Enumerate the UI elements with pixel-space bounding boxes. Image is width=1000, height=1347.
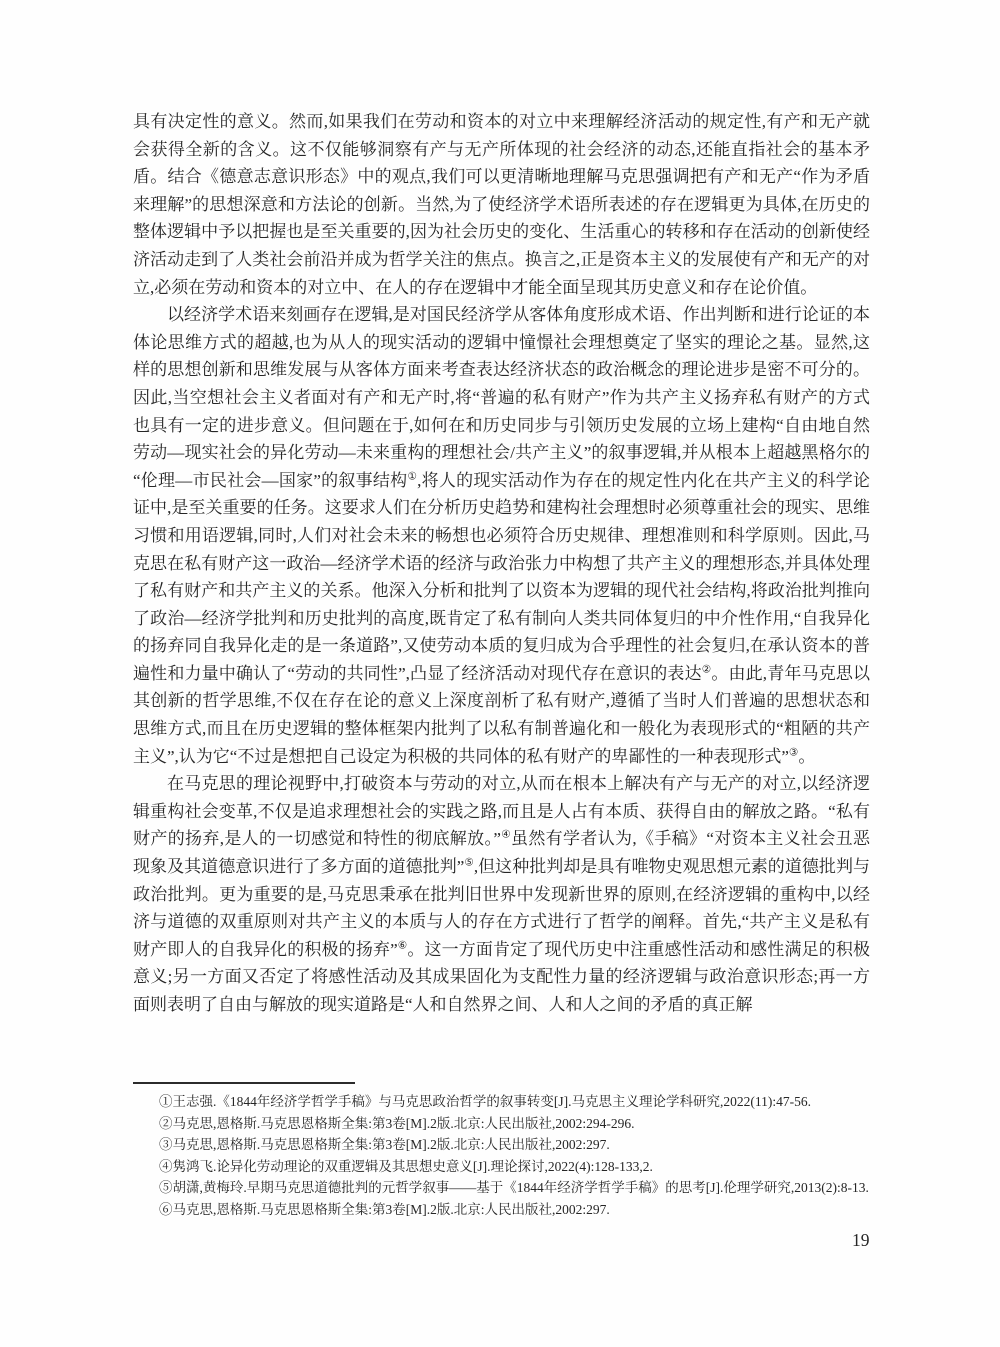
- text-run: 以经济学术语来刻画存在逻辑,是对国民经济学从客体角度形成术语、作出判断和进行论证的本体论思维方式的超越,也为从人的现实活动的逻辑中憧憬社会理想奠定了坚实的理论之基。显然,这样的思想创新和思维发展与从客体方面来考查表达经济状态的政治概念的理论进步是密不可分的。因此,当空想社会主义者面对有产和无产时,将“普遍的私有财产”作为共产主义扬弃私有财产的方式也具有一定的进步意义。但问题在于,如何在和历史同步与引领历史发展的立场上建构“自由地自然劳动—现实社会的异化劳动—未来重构的理想社会/共产主义”的叙事逻辑,并从根本上超越黑格尔的“伦理—市民社会—国家”的叙事结构: [133, 305, 870, 490]
- paragraph-3: [133, 770, 870, 1018]
- text-run: 在马克思的理论视野中,打破资本与劳动的对立,从而在根本上解决有产与无产的对立,以经济逻辑重构社会变革,不仅是追求理想社会的实践之路,而且是人占有本质、获得自由的解放之路。“私有财产的扬弃,是人的一切感觉和特性的彻底解放。”: [133, 774, 870, 849]
- footnote-list: [133, 1091, 870, 1221]
- text-run: 虽然有学者认为,《手稿》“对资本主义社会丑恶现象及其道德意识进行了多方面的道德批判”: [133, 829, 871, 877]
- footnote-ref: ③: [788, 747, 799, 758]
- article-body: [133, 108, 870, 1019]
- footnote-1: ①王志强.《1844年经济学哲学手稿》与马克思政治哲学的叙事转变[J].马克思主义理论学科研究,2022(11):47-56.: [159, 1094, 811, 1109]
- footnote-5: ⑤胡潇,黄梅玲.早期马克思道德批判的元哲学叙事——基于《1844年经济学哲学手稿》的思考[J].伦理学研究,2013(2):8-13.: [159, 1180, 869, 1196]
- footnote-3: ③马克思,恩格斯.马克思恩格斯全集:第3卷[M].2版.北京:人民出版社,2002:297.: [159, 1137, 610, 1153]
- footnote-separator: [133, 1082, 355, 1084]
- text-run: 具有决定性的意义。然而,如果我们在劳动和资本的对立中来理解经济活动的规定性,有产和无产就会获得全新的含义。这不仅能够洞察有产与无产所体现的社会经济的动态,还能直指社会的基本矛盾。结合《德意志意识形态》中的观点,我们可以更清晰地理解马克思强调把有产和无产“作为矛盾来理解”的思想深意和方法论的创新。当然,为了使经济学术语所表述的存在逻辑更为具体,在历史的整体逻辑中予以把握也是至关重要的,因为社会历史的变化、生活重心的转移和存在活动的创新使经济活动走到了人类社会前沿并成为哲学关注的焦点。换言之,正是资本主义的发展使有产和无产的对立,必须在劳动和资本的对立中、在人的存在逻辑中才能全面呈现其历史意义和存在论价值。: [133, 112, 870, 297]
- page-number: 19: [852, 1230, 870, 1250]
- footnote-ref: ④: [500, 829, 511, 841]
- footnote-6: ⑥马克思,恩格斯.马克思恩格斯全集:第3卷[M].2版.北京:人民出版社,2002:297.: [159, 1201, 610, 1217]
- text-run: ,将人的现实活动作为存在的规定性内化在共产主义的科学论证中,是至关重要的任务。这要求人们在分析历史趋势和建构社会理想时必须尊重社会的现实、思维习惯和用语逻辑,同时,人们对社会未来的畅想也必须符合历史规律、理想准则和科学原则。因此,马克思在私有财产这一政治—经济学术语的经济与政治张力中构想了共产主义的理想形态,并具体处理了私有财产和共产主义的关系。他深入分析和批判了以资本为逻辑的现代社会结构,将政治批判推向了政治—经济学批判和历史批判的高度,既肯定了私有制向人类共同体复归的中介性作用,“自我异化的扬弃同自我异化走的是一条道路”,又使劳动本质的复归成为合乎理性的社会复归,在承认资本的普遍性和力量中确认了“劳动的共同性”,凸显了经济活动对现代存在意识的表达: [133, 470, 870, 683]
- footnote-ref: ⑤: [464, 857, 474, 869]
- paragraph-2: [133, 301, 870, 770]
- footnote-2: ②马克思,恩格斯.马克思恩格斯全集:第3卷[M].2版.北京:人民出版社,2002:294-296.: [159, 1115, 635, 1131]
- footnote-ref: ⑥: [397, 940, 408, 952]
- paragraph-1: [133, 108, 870, 301]
- text-run: ,但这种批判却是具有唯物史观思想元素的道德批判与政治批判。更为重要的是,马克思秉承在批判旧世界中发现新世界的原则,在经济逻辑的重构中,以经济与道德的双重原则对共产主义的本质与人的存在方式进行了哲学的阐释。首先,“共产主义是私有财产即人的自我异化的积极的扬弃”: [133, 857, 871, 959]
- text-run: 。: [798, 746, 816, 766]
- footnote-area: [133, 1082, 870, 1221]
- text-run: 。由此,青年马克思以其创新的哲学思维,不仅在存在论的意义上深度剖析了私有财产,遵循了当时人们普遍的思想状态和思维方式,而且在历史逻辑的整体框架内批判了以私有制普遍化和一般化为表现形式的“粗陋的共产主义”,认为它“不过是想把自己设定为积极的共同体的私有财产的卑鄙性的一种表现形式”: [133, 663, 871, 766]
- text-run: 。这一方面肯定了现代历史中注重感性活动和感性满足的积极意义;另一方面又否定了将感性活动及其成果固化为支配性力量的经济逻辑与政治意识形态;再一方面则表明了自由与解放的现实道路是“人和自然界之间、人和人之间的矛盾的真正解: [133, 939, 871, 1014]
- footnote-ref: ①: [407, 471, 418, 483]
- footnote-4: ④隽鸿飞.论异化劳动理论的双重逻辑及其思想史意义[J].理论探讨,2022(4):128-133,2.: [159, 1158, 653, 1174]
- footnote-ref: ②: [701, 664, 712, 676]
